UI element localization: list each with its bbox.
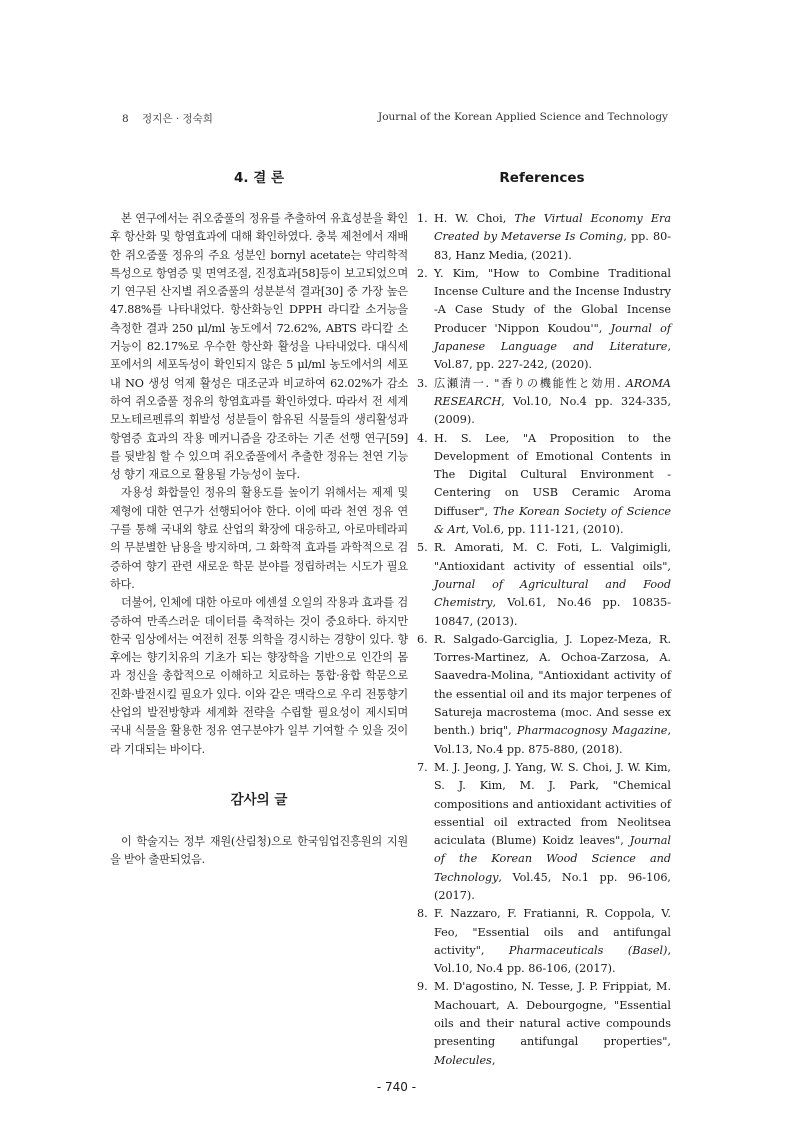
reference-source: Journal of Japanese Language and Literature [434, 321, 671, 354]
reference-number: 2. [417, 266, 428, 280]
acknowledgement-text: 이 학술지는 정부 재원(산림청)으로 한국임업진흥원의 지원을 받아 출판되었음. [110, 834, 408, 867]
reference-number: 7. [417, 760, 428, 774]
conclusion-paragraph-1: 본 연구에서는 쥐오줌풀의 정유를 추출하여 유효성분을 확인 후 항산화 및 항염효과에 대해 확인하였다. 충북 제천에서 재배한 쥐오줌풀 정유의 주요 성분인 bornyl acetate는 약리학적 특성으로 항염증 및 면역조절, 진정효과[58]등이 보고되었으며 기 연구된 산지별 쥐오줌풀의 성분분석 결과[30] 중 가장 높은 47.88%를 나타내었다. 항산화능인 DPPH 라디칼 소거능을 측정한 결과 250 μl/ml 농도에서 72.62%, ABTS 라디칼 소거능이 82.17%로 우수한 항산화 활성을 나타내었다. 대식세포에서의 세포독성이 확인되지 않은 5 μl/ml 농도에서의 세포 내 NO 생성 억제 활성은 대조군과 비교하여 62.02%가 감소하여 쥐오줌풀 정유의 항염효과를 확인하였다. 따라서 전 세계 모노테르펜류의 휘발성 성분들이 함유된 식물들의 생리활성과 항염증 효과의 작용 메커니즘을 강조하는 기존 선행 연구[59]를 뒷받침 할 수 있으며 쥐오줌풀에서 추출한 정유는 천연 기능성 향기 재료으로 활용될 가능성이 높다. [110, 212, 408, 482]
header-left [122, 111, 213, 126]
reference-item [413, 759, 671, 905]
reference-number: 1. [417, 212, 428, 225]
reference-number: 3. [417, 376, 428, 390]
reference-item [413, 978, 671, 1069]
page-footer: - 740 - [376, 1080, 417, 1094]
reference-item [413, 265, 671, 375]
reference-source: The Virtual Economy Era Created by Metaverse Is Coming [434, 212, 671, 244]
header-authors: 정지은 · 정숙희 [142, 113, 213, 125]
reference-item [413, 430, 671, 540]
reference-details: , Vol.10, No.4 pp. 86-106, (2017). [434, 943, 671, 976]
reference-number: 5. [417, 541, 428, 555]
reference-authors-title: 広瀬清一. "香りの機能性と効用. [434, 376, 626, 390]
reference-details: , Vol.45, No.1 pp. 96-106, (2017). [434, 870, 671, 902]
reference-authors-title: Y. Kim, "How to Combine Traditional Incense Culture and the Incense Industry -A Case Study of the Global Incense Producer 'Nippon Koudou'", [434, 266, 671, 335]
reference-details: , Vol.13, No.4 pp. 875-880, (2018). [434, 724, 671, 756]
reference-details: , [491, 1053, 496, 1067]
reference-number: 8. [417, 907, 428, 921]
reference-authors-title: F. Nazzaro, F. Fratianni, R. Coppola, V. Feo, "Essential oils and antifungal activity", [434, 907, 671, 957]
reference-source: The Korean Society of Science & Art [434, 504, 671, 537]
reference-item [413, 631, 671, 759]
reference-item [413, 375, 671, 430]
reference-authors-title: M. J. Jeong, J. Yang, W. S. Choi, J. W. Kim, S. J. Kim, M. J. Park, "Chemical compositions and antioxidant activities of essential oil extracted from Neolitsea aciculata (Blume) Koidz leaves", [434, 760, 671, 848]
reference-details: , Vol.61, No.46 pp. 10835-10847, (2013). [434, 596, 671, 628]
reference-authors-title: R. Salgado-Garciglia, J. Lopez-Meza, R. Torres-Martinez, A. Ochoa-Zarzosa, A. Saavedra-Molina, "Antioxidant activity of the essential oil and its major terpenes of Satureja macrostema (moc. And sesse ex benth.) briq", [434, 632, 671, 738]
conclusion-heading: 4. 결 론 [233, 170, 284, 186]
reference-details: , pp. 80-83, Hanz Media, (2021). [434, 230, 671, 262]
reference-number: 6. [417, 632, 428, 646]
journal-name: Journal of the Korean Applied Science and Technology [378, 111, 668, 123]
reference-source: Journal of Agricultural and Food Chemistry [434, 577, 671, 610]
page-number: 8 [122, 113, 129, 125]
reference-authors-title: M. D'agostino, N. Tesse, J. P. Frippiat, M. Machouart, A. Debourgogne, "Essential oils and their natural active compounds presenting antifungal properties", [434, 980, 671, 1049]
reference-item [413, 905, 671, 978]
reference-source: Pharmacognosy Magazine [516, 724, 668, 738]
acknowledgement-heading: 감사의 글 [230, 791, 288, 808]
reference-item [413, 210, 671, 265]
reference-authors-title: H. S. Lee, "A Proposition to the Development of Emotional Contents in The Digital Cultural Environment - Centering on USB Ceramic Aroma Diffuser", [434, 431, 671, 518]
reference-authors-title: R. Amorati, M. C. Foti, L. Valgimigli, "Antioxidant activity of essential oils", [434, 541, 671, 573]
reference-source: Journal of the Korean Wood Science and Technology [434, 834, 671, 884]
reference-authors-title: H. W. Choi, [434, 212, 515, 225]
reference-details: , Vol.10, No.4 pp. 324-335, (2009). [434, 394, 671, 427]
reference-number: 9. [417, 980, 428, 994]
running-header [122, 111, 668, 129]
reference-source: Molecules [434, 1053, 492, 1067]
reference-source: Pharmaceuticals (Basel) [508, 943, 668, 957]
conclusion-paragraph-3: 더불어, 인체에 대한 아로마 에센셜 오일의 작용과 효과를 검증하여 만족스러운 데이터를 축적하는 것이 중요하다. 하지만 한국 임상에서는 여전히 전통 의학을 경시하는 경향이 있다. 향후에는 향기치유의 기초가 되는 향장학을 기반으로 인간의 몸과 정신을 총합적으로 이해하고 치료하는 통합·융합 학문으로 진화·발전시킬 필요가 있다. 이와 같은 맥락으로 우리 전통향기 산업의 발전방향과 세계화 전략을 수립할 필요성이 제시되며 국내 식물을 활용한 정유 연구분야가 일부 기여할 수 있을 것이라 기대되는 바이다. [110, 596, 408, 756]
reference-number: 4. [417, 431, 428, 445]
reference-details: , Vol.87, pp. 227-242, (2020). [434, 340, 671, 372]
reference-list [413, 210, 671, 1070]
right-column [413, 166, 671, 1070]
reference-details: , Vol.6, pp. 111-121, (2010). [465, 523, 624, 537]
reference-source: AROMA RESEARCH [434, 376, 671, 408]
references-heading: References [499, 170, 585, 186]
conclusion-paragraph-2: 자용성 화합물인 정유의 활용도를 높이기 위해서는 제제 및 제형에 대한 연구가 선행되어야 한다. 이에 따라 천연 정유 연구를 통해 국내외 향료 산업의 확장에 대응하고, 아로마테라피의 무분별한 남용을 방지하며, 그 화학적 효과를 과학적으로 검증하여 향기 관련 새로운 학문 분야를 정립하려는 시도가 필요하다. [110, 486, 408, 591]
reference-item [413, 539, 671, 630]
left-column [110, 166, 408, 870]
